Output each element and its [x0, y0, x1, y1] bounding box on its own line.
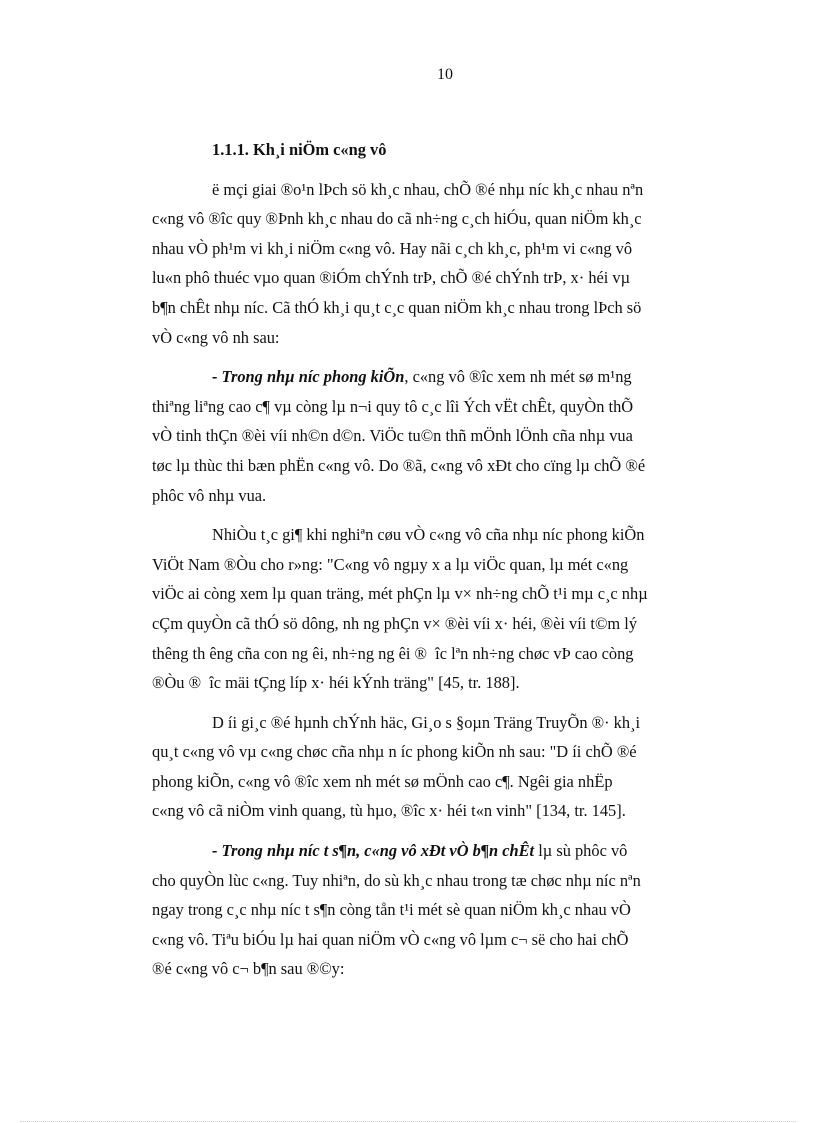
text-line: c«ng vô cã niÒm vinh quang, tù hµo, ®îc x· héi t«n vinh" [134, tr. 145].: [152, 801, 626, 821]
text-line: ®é c«ng vô c¬ b¶n sau ®©y:: [152, 959, 345, 979]
paragraph-1: [152, 175, 740, 353]
text-line: cho quyÒn lùc c«ng. Tuy nhiªn, do sù kh¸c nhau trong tæ chøc nhµ níc nªn: [152, 870, 641, 890]
text-line: thiªng liªng cao c¶ vµ còng lµ n¬i quy tô c¸c lîi Ých vËt chÊt, quyÒn thÕ: [152, 396, 634, 416]
page-bottom-edge: [20, 1121, 796, 1122]
text-line: c«ng vô ®îc quy ®Þnh kh¸c nhau do cã nh÷ng c¸ch hiÓu, quan niÖm kh¸c: [152, 209, 642, 229]
text-line: phôc vô nhµ vua.: [152, 485, 267, 505]
text-line: D íi gi¸c ®é hµnh chÝnh häc, Gi¸o s §oµn Träng TruyÕn ®· kh¸i: [212, 712, 641, 732]
text-fragment: , c«ng vô ®îc xem nh mét sø m¹ng: [404, 367, 632, 387]
paragraph-5: [152, 836, 740, 984]
text-line: b¶n chÊt nhµ níc. Cã thÓ kh¸i qu¸t c¸c quan niÖm kh¸c nhau trong lÞch sö: [152, 297, 642, 317]
text-line: thêng th êng cña con ng êi, nh÷ng ng êi ® îc lªn nh÷ng chøc vÞ cao còng: [152, 643, 634, 663]
text-line: [212, 836, 740, 866]
text-line: ViÖt Nam ®Òu cho r»ng: "C«ng vô ngµy x a lµ viÖc quan, lµ mét c«ng: [152, 554, 629, 574]
text-line: cÇm quyÒn cã thÓ sö dông, nh ng phÇn v× ®èi víi x· héi, ®èi víi t©m lý: [152, 613, 638, 633]
text-line: [212, 362, 740, 392]
text-line: phong kiÕn, c«ng vô ®îc xem nh mét sø mÖnh cao c¶. Ngêi gia nhËp: [152, 771, 613, 791]
text-line: vÒ tinh thÇn ®èi víi nh©n d©n. ViÖc tu©n thñ mÖnh lÖnh cña nhµ vua: [152, 426, 633, 446]
text-line: NhiÒu t¸c gi¶ khi nghiªn cøu vÒ c«ng vô cña nhµ níc phong kiÕn: [212, 525, 645, 545]
text-fragment: lµ sù phôc vô: [534, 841, 628, 861]
paragraph-3: [152, 520, 740, 698]
emphasis-phrase: - Trong nhµ níc phong kiÕn: [212, 367, 405, 387]
text-line: ë mçi giai ®o¹n lÞch sö kh¸c nhau, chÕ ®é nhµ níc kh¸c nhau nªn: [212, 179, 644, 199]
text-line: tøc lµ thùc thi bæn phËn c«ng vô. Do ®ã, c«ng vô xÐt cho cïng lµ chÕ ®é: [152, 455, 646, 475]
text-line: ngay trong c¸c nhµ níc t s¶n còng tån t¹i mét sè quan niÖm kh¸c nhau vÒ: [152, 900, 631, 920]
text-line: ®Òu ® îc mäi tÇng líp x· héi kÝnh träng" [45, tr. 188].: [152, 673, 520, 693]
page-number: 10: [437, 66, 453, 83]
text-line: vÒ c«ng vô nh sau:: [152, 327, 280, 347]
paragraph-4: [152, 708, 740, 826]
emphasis-phrase: - Trong nhµ níc t s¶n, c«ng vô xÐt vÒ b¶n chÊt: [212, 841, 535, 861]
text-line: qu¸t c«ng vô vµ c«ng chøc cña nhµ n íc phong kiÕn nh sau: "D íi chÕ ®é: [152, 742, 637, 762]
paragraph-2: [152, 362, 740, 510]
section-heading: 1.1.1. Kh¸i niÖm c«ng vô: [212, 140, 387, 159]
text-line: viÖc ai còng xem lµ quan träng, mét phÇn lµ v× nh÷ng chÕ t¹i mµ c¸c nhµ: [152, 584, 648, 604]
text-line: c«ng vô. Tiªu biÓu lµ hai quan niÖm vÒ c«ng vô lµm c¬ së cho hai chÕ: [152, 929, 629, 949]
document-body: [152, 135, 740, 994]
text-line: lu«n phô thuéc vµo quan ®iÓm chÝnh trÞ, chÕ ®é chÝnh trÞ, x· héi vµ: [152, 268, 631, 288]
text-line: nhau vÒ ph¹m vi kh¸i niÖm c«ng vô. Hay nãi c¸ch kh¸c, ph¹m vi c«ng vô: [152, 238, 633, 258]
